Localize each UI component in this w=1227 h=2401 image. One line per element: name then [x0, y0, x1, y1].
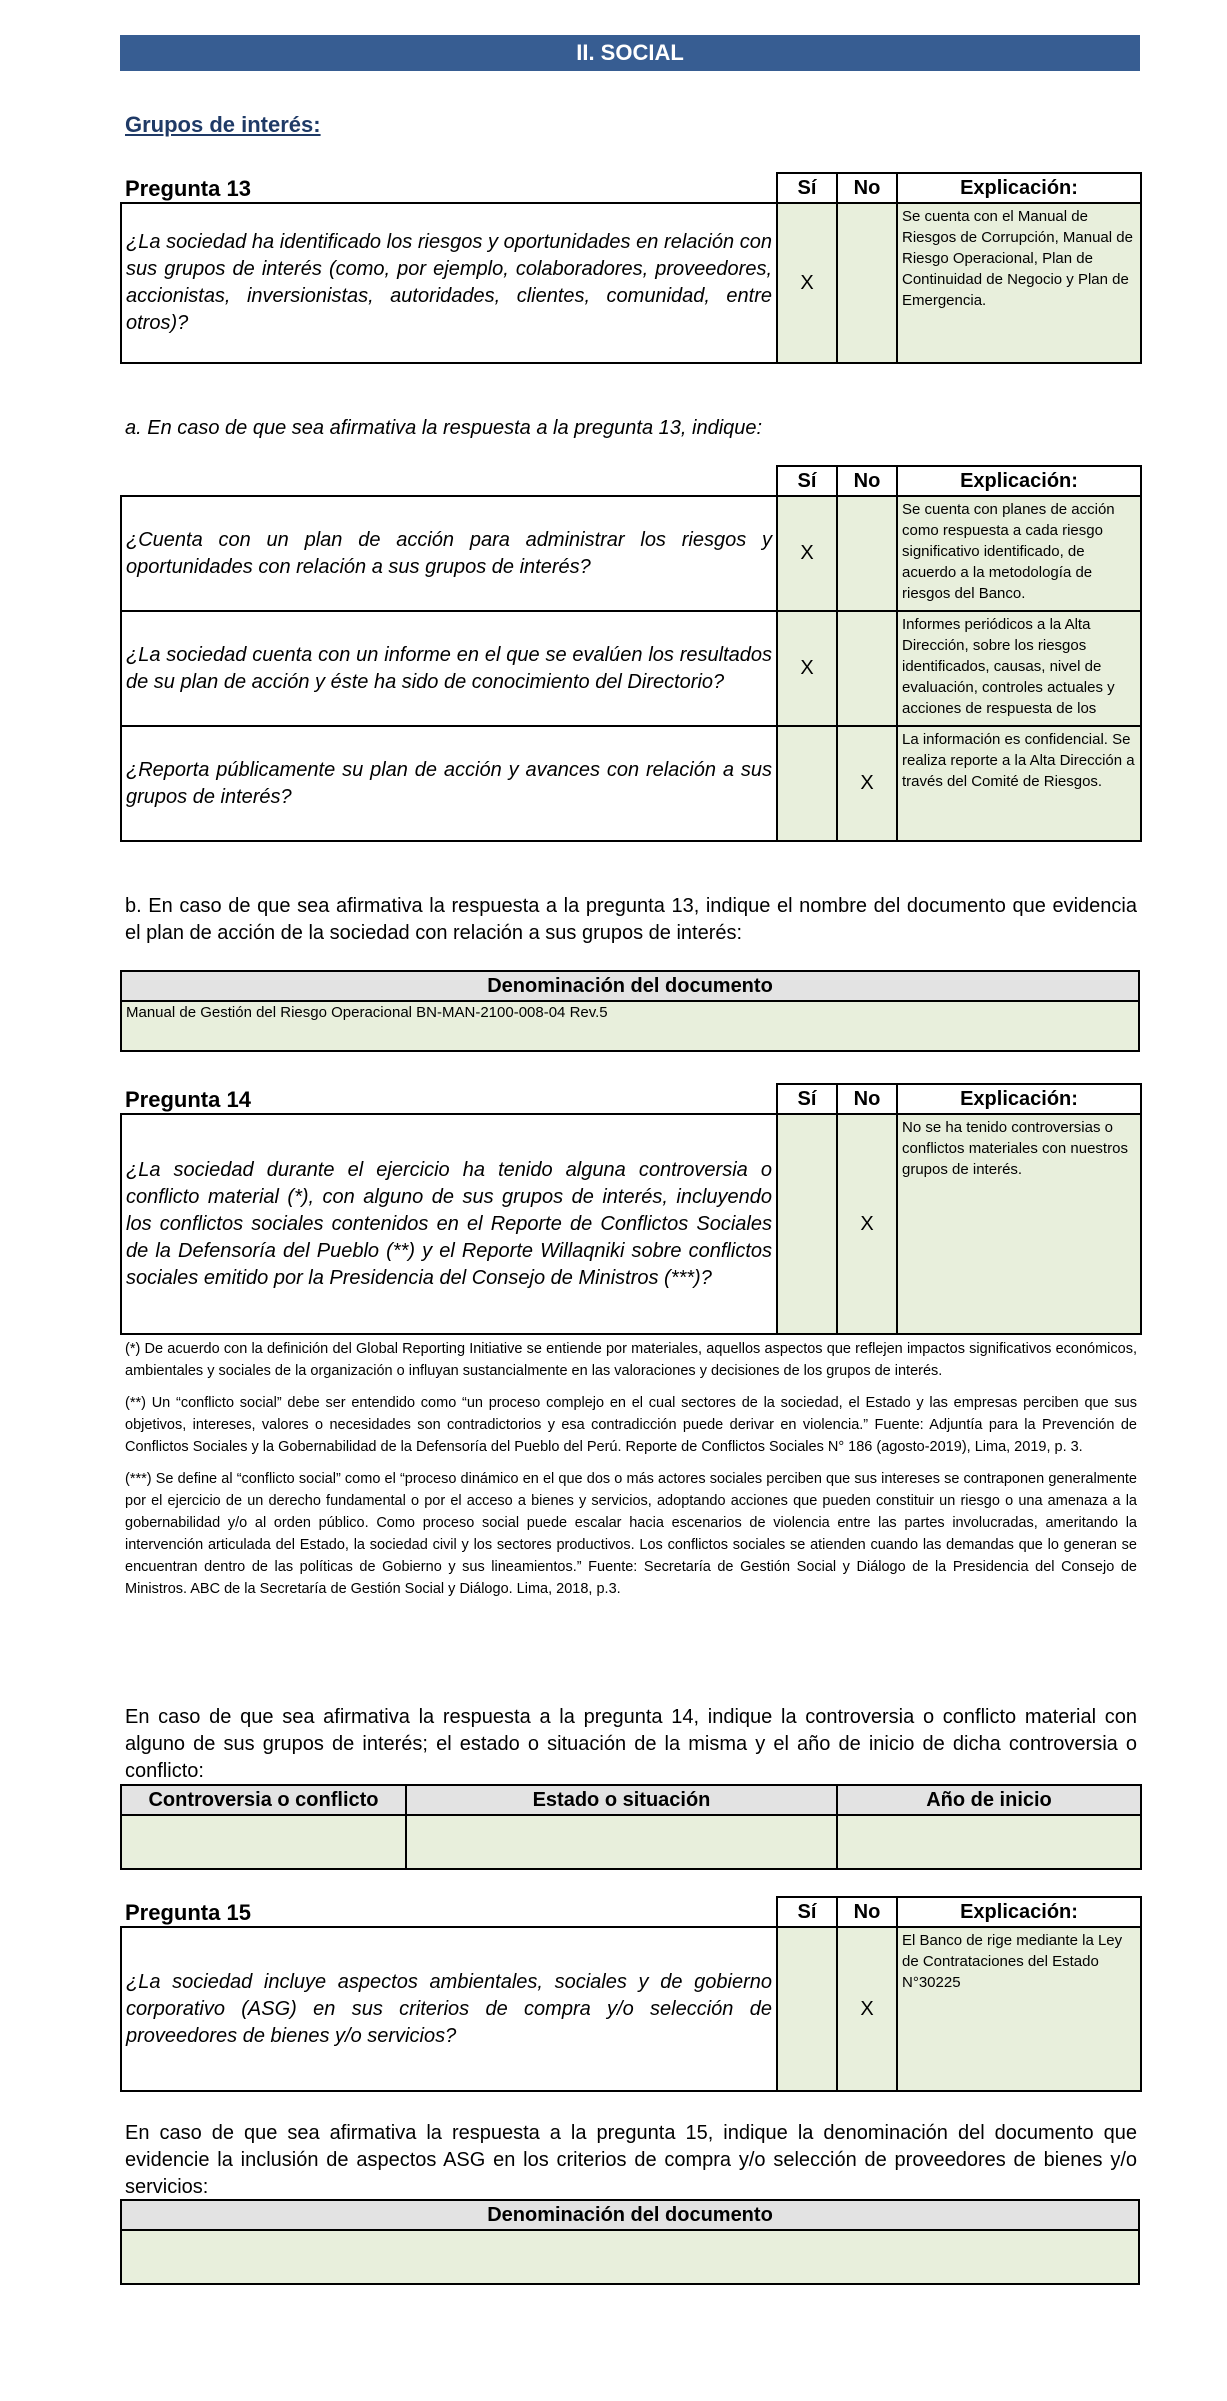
conflict-cell-estado	[406, 1815, 837, 1869]
subheading-grupos-interes: Grupos de interés:	[125, 112, 321, 137]
document-name-header: Denominación del documento	[121, 971, 1139, 1001]
question-13-title: Pregunta 13	[121, 173, 777, 203]
question-15-no-mark: X	[837, 1927, 897, 2091]
table-row	[121, 496, 1141, 611]
question-14-title: Pregunta 14	[121, 1084, 777, 1114]
question-13a-3-explanation: La información es confidencial. Se realiza reporte a la Alta Dirección a través del Comité de Riesgos.	[897, 726, 1141, 841]
footnote-3: (***) Se define al “conflicto social” como el “proceso dinámico en el que dos o más actores sociales perciben que sus intereses se contraponen generalmente por el ejercicio de un derecho fundamental o por el acceso a bienes y servicios, adoptando acciones que pueden constituir un riesgo o una amenaza a la gobernabilidad y/o al orden público. Como proceso social puede escalar hacia escenarios de violencia entre las partes involucradas, ameritando la intervención articulada del Estado, la sociedad civil y los sectores productivos. Los conflictos sociales se atienden cuando las demandas que lo generan se encuentran dentro de las políticas de Gobierno y sus lineamientos.” Fuente: Secretaría de Gestión Social y Diálogo de la Presidencia del Consejo de Ministros. ABC de la Secretaría de Gestión Social y Diálogo. Lima, 2018, p.3.	[125, 1471, 1137, 1597]
section-banner: II. SOCIAL	[120, 35, 1140, 71]
question-14-text: ¿La sociedad durante el ejercicio ha tenido alguna controversia o conflicto material (*), con alguno de sus grupos de interés, incluyendo los conflictos sociales contenidos en el Reporte de Conflictos Sociales de la Defensoría del Pueblo (**) y el Reporte Willaqniki sobre conflictos sociales emitido por la Presidencia del Consejo de Ministros (***)?	[121, 1114, 777, 1334]
question-15-text: ¿La sociedad incluye aspectos ambientales, sociales y de gobierno corporativo (ASG) en sus criterios de compra y/o selección de proveedores de bienes y/o servicios?	[121, 1927, 777, 2091]
question-13-si-mark: X	[777, 203, 837, 363]
column-no: No	[837, 1084, 897, 1114]
question-13a-1-explanation: Se cuenta con planes de acción como respuesta a cada riesgo significativo identificado, de acuerdo a la metodología de riesgos del Banco.	[897, 496, 1141, 611]
question-14-footnotes	[125, 1338, 1137, 1610]
column-no: No	[837, 1897, 897, 1927]
column-explicacion: Explicación:	[897, 1084, 1141, 1114]
table-row	[121, 611, 1141, 726]
question-13a-2-text: ¿La sociedad cuenta con un informe en el que se evalúen los resultados de su plan de acción y éste ha sido de conocimiento del Directorio?	[121, 611, 777, 726]
question-15-si-mark	[777, 1927, 837, 2091]
question-14-no-mark: X	[837, 1114, 897, 1334]
question-13a-2-explanation: Informes periódicos a la Alta Dirección, sobre los riesgos identificados, causas, nivel de evaluación, controles actuales y acciones de respuesta de los	[897, 611, 1141, 726]
question-15-table	[120, 1896, 1142, 2092]
column-explicacion: Explicación:	[897, 173, 1141, 203]
question-13a-2-si-mark: X	[777, 611, 837, 726]
document-name-value	[121, 2230, 1139, 2284]
conflict-header-controversia: Controversia o conflicto	[121, 1785, 406, 1815]
document-name-header: Denominación del documento	[121, 2200, 1139, 2230]
question-13-explanation: Se cuenta con el Manual de Riesgos de Corrupción, Manual de Riesgo Operacional, Plan de Continuidad de Negocio y Plan de Emergencia.	[897, 203, 1141, 363]
question-13a-1-text: ¿Cuenta con un plan de acción para administrar los riesgos y oportunidades con relación a sus grupos de interés?	[121, 496, 777, 611]
column-explicacion: Explicación:	[897, 1897, 1141, 1927]
question-13a-3-si-mark	[777, 726, 837, 841]
conflict-header-estado: Estado o situación	[406, 1785, 837, 1815]
question-15-explanation: El Banco de rige mediante la Ley de Contrataciones del Estado N°30225	[897, 1927, 1141, 2091]
column-si: Sí	[777, 1084, 837, 1114]
question-15-followup: En caso de que sea afirmativa la respuesta a la pregunta 15, indique la denominación del documento que evidencie la inclusión de aspectos ASG en los criterios de compra y/o selección de proveedores de bienes y/o servicios:	[125, 2122, 1137, 2198]
question-14-table	[120, 1083, 1142, 1335]
question-13a-3-text: ¿Reporta públicamente su plan de acción y avances con relación a sus grupos de interés?	[121, 726, 777, 841]
footnote-1: (*) De acuerdo con la definición del Global Reporting Initiative se entiende por materiales, aquellos aspectos que reflejen impactos significativos económicos, ambientales y sociales de la organización o influyan sustancialmente en las valoraciones y decisiones de los grupos de interés.	[125, 1341, 1137, 1379]
column-si: Sí	[777, 1897, 837, 1927]
column-no: No	[837, 466, 897, 496]
question-13a-1-no-mark	[837, 496, 897, 611]
question-13a-intro: a. En caso de que sea afirmativa la respuesta a la pregunta 13, indique:	[125, 417, 763, 439]
column-no: No	[837, 173, 897, 203]
table-row	[121, 726, 1141, 841]
footnote-2: (**) Un “conflicto social” debe ser entendido como “un proceso complejo en el cual sectores de la sociedad, el Estado y las empresas perciben que sus objetivos, intereses, valores o necesidades son contradictorios y esa contradicción puede derivar en violencia.” Fuente: Adjuntía para la Prevención de Conflictos Sociales y la Gobernabilidad de la Defensoría del Pueblo del Perú. Reporte de Conflictos Sociales N° 186 (agosto-2019), Lima, 2019, p. 3.	[125, 1395, 1137, 1455]
conflict-cell-anio	[837, 1815, 1141, 1869]
conflict-cell-controversia	[121, 1815, 406, 1869]
question-15-document-table	[120, 2199, 1140, 2285]
question-13a-3-no-mark: X	[837, 726, 897, 841]
question-13-no-mark	[837, 203, 897, 363]
question-13a-2-no-mark	[837, 611, 897, 726]
question-15-title: Pregunta 15	[121, 1897, 777, 1927]
question-14-explanation: No se ha tenido controversias o conflictos materiales con nuestros grupos de interés.	[897, 1114, 1141, 1334]
column-explicacion: Explicación:	[897, 466, 1141, 496]
question-14-followup: En caso de que sea afirmativa la respuesta a la pregunta 14, indique la controversia o conflicto material con alguno de sus grupos de interés; el estado o situación de la misma y el año de inicio de dicha controversia o conflicto:	[125, 1706, 1137, 1782]
column-si: Sí	[777, 466, 837, 496]
question-13b-document-table	[120, 970, 1140, 1052]
question-13-table	[120, 172, 1142, 364]
document-name-value: Manual de Gestión del Riesgo Operacional BN-MAN-2100-008-04 Rev.5	[121, 1001, 1139, 1051]
question-14-si-mark	[777, 1114, 837, 1334]
question-13b-intro: b. En caso de que sea afirmativa la respuesta a la pregunta 13, indique el nombre del documento que evidencia el plan de acción de la sociedad con relación a sus grupos de interés:	[125, 895, 1137, 944]
question-13-text: ¿La sociedad ha identificado los riesgos y oportunidades en relación con sus grupos de interés (como, por ejemplo, colaboradores, proveedores, accionistas, inversionistas, autoridades, clientes, comunidad, entre otros)?	[121, 203, 777, 363]
column-si: Sí	[777, 173, 837, 203]
question-13a-table	[120, 465, 1142, 842]
conflict-header-anio: Año de inicio	[837, 1785, 1141, 1815]
question-13a-1-si-mark: X	[777, 496, 837, 611]
conflict-table	[120, 1784, 1142, 1870]
